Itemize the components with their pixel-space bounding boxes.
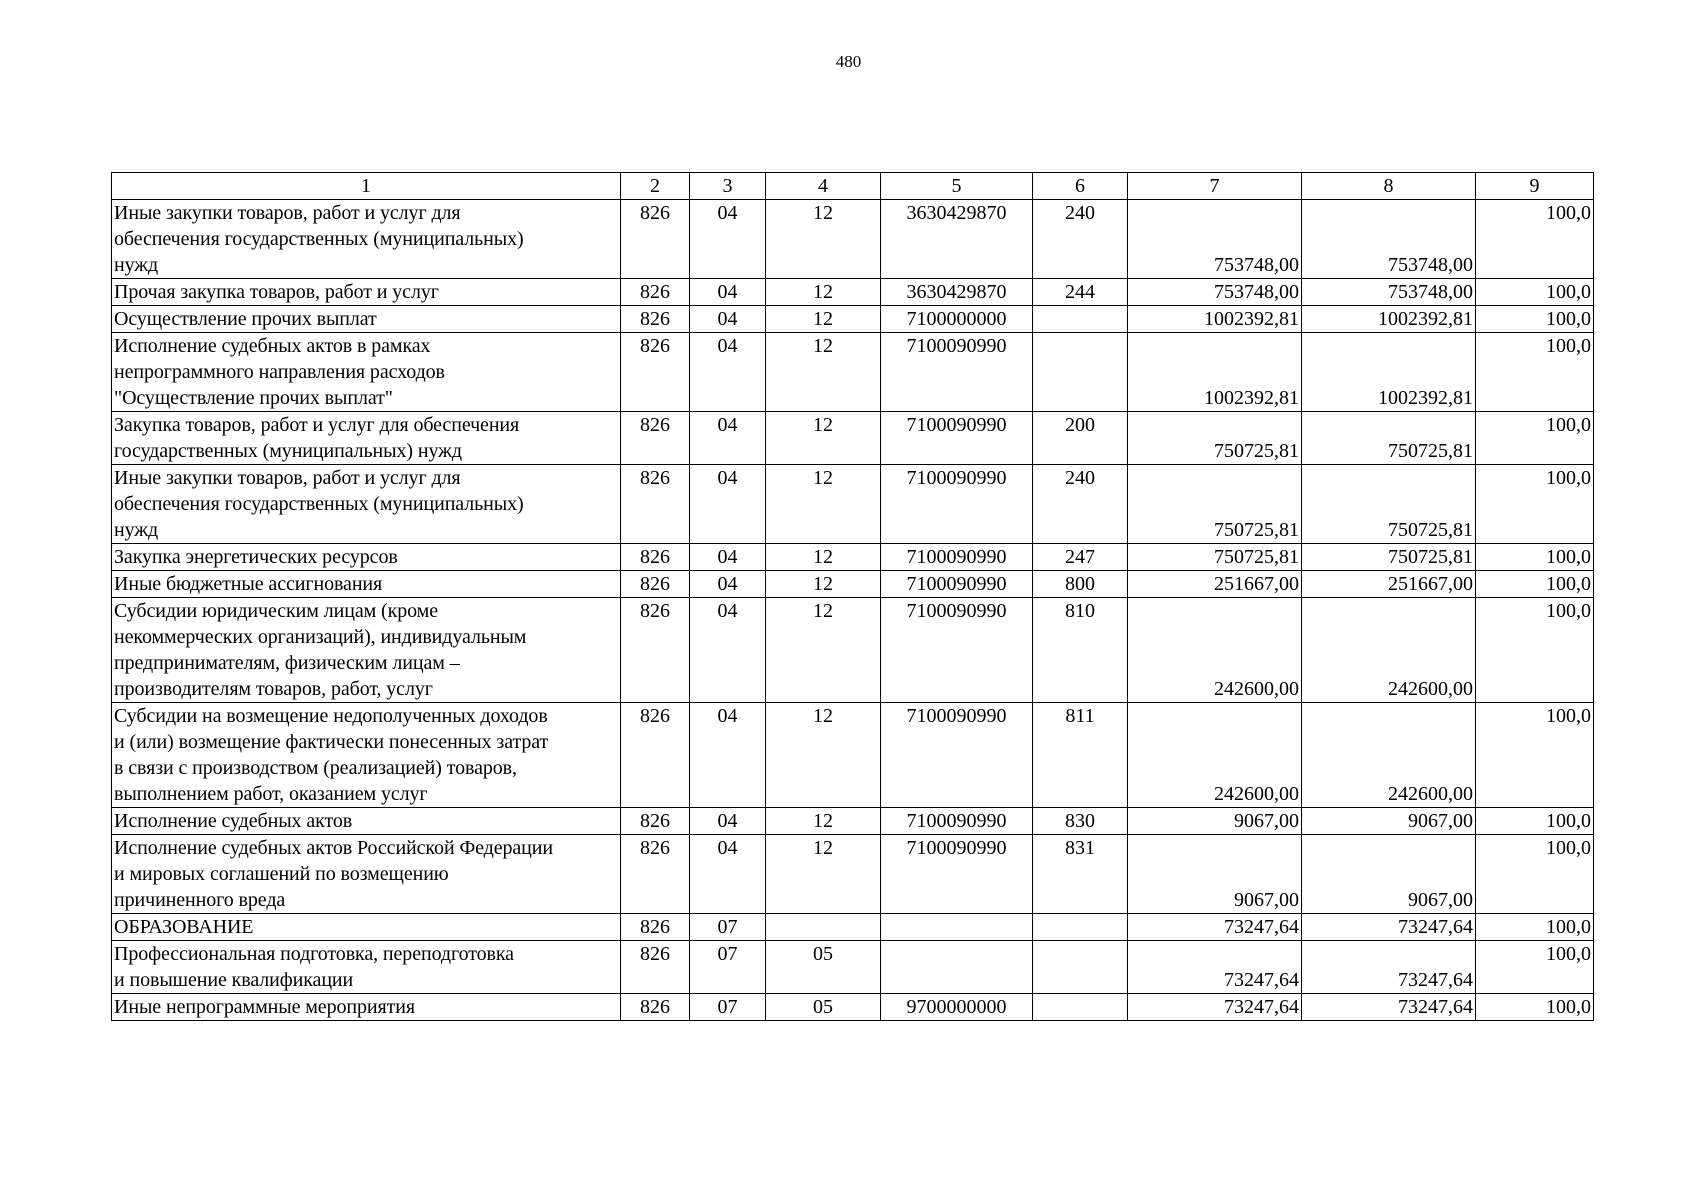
execution-percent-cell: 100,0 xyxy=(1476,703,1594,808)
ministry-code-cell: 826 xyxy=(621,412,690,465)
target-article-cell: 3630429870 xyxy=(881,279,1033,306)
column-header: 6 xyxy=(1033,173,1128,200)
target-article-cell: 7100090990 xyxy=(881,465,1033,544)
expense-name-line: Иные бюджетные ассигнования xyxy=(114,573,383,595)
expense-name-line: нужд xyxy=(114,254,159,276)
subsection-code-cell: 12 xyxy=(766,571,881,598)
expense-name-cell xyxy=(112,808,621,835)
expense-name-line: Прочая закупка товаров, работ и услуг xyxy=(114,281,439,303)
ministry-code-cell: 826 xyxy=(621,703,690,808)
table-row xyxy=(112,306,1594,333)
expense-name-line: и повышение квалификации xyxy=(114,969,354,991)
execution-percent-cell: 100,0 xyxy=(1476,200,1594,279)
expense-type-cell xyxy=(1033,941,1128,994)
table-row xyxy=(112,703,1594,808)
expense-type-cell: 810 xyxy=(1033,598,1128,703)
table-row xyxy=(112,941,1594,994)
expense-name-cell xyxy=(112,835,621,914)
section-code-cell: 04 xyxy=(690,412,766,465)
target-article-cell: 7100090990 xyxy=(881,808,1033,835)
expense-name-line: выполнением работ, оказанием услуг xyxy=(114,783,428,805)
executed-amount-cell: 73247,64 xyxy=(1302,941,1476,994)
expense-name-line: Осуществление прочих выплат xyxy=(114,308,377,330)
expense-name-line: Исполнение судебных актов xyxy=(114,810,353,832)
execution-percent-cell: 100,0 xyxy=(1476,994,1594,1021)
subsection-code-cell: 12 xyxy=(766,412,881,465)
execution-percent-cell: 100,0 xyxy=(1476,571,1594,598)
expense-name-line: Субсидии юридическим лицам (кроме xyxy=(114,600,438,622)
table-row xyxy=(112,544,1594,571)
executed-amount-cell: 750725,81 xyxy=(1302,412,1476,465)
ministry-code-cell: 826 xyxy=(621,914,690,941)
expense-name-line: Субсидии на возмещение недополученных доходов xyxy=(114,705,548,727)
expense-type-cell: 247 xyxy=(1033,544,1128,571)
target-article-cell xyxy=(881,941,1033,994)
section-code-cell: 04 xyxy=(690,279,766,306)
subsection-code-cell: 12 xyxy=(766,306,881,333)
table-row xyxy=(112,465,1594,544)
executed-amount-cell: 753748,00 xyxy=(1302,200,1476,279)
executed-amount-cell: 750725,81 xyxy=(1302,465,1476,544)
executed-amount-cell: 9067,00 xyxy=(1302,835,1476,914)
expense-type-cell: 244 xyxy=(1033,279,1128,306)
expense-name-cell xyxy=(112,200,621,279)
planned-amount-cell: 9067,00 xyxy=(1128,835,1302,914)
expense-type-cell: 240 xyxy=(1033,465,1128,544)
executed-amount-cell: 242600,00 xyxy=(1302,703,1476,808)
expense-type-cell xyxy=(1033,914,1128,941)
expense-name-line: государственных (муниципальных) нужд xyxy=(114,440,462,462)
expense-name-line: и (или) возмещение фактически понесенных затрат xyxy=(114,731,549,753)
ministry-code-cell: 826 xyxy=(621,598,690,703)
target-article-cell: 7100090990 xyxy=(881,412,1033,465)
expense-type-cell: 811 xyxy=(1033,703,1128,808)
column-header: 4 xyxy=(766,173,881,200)
ministry-code-cell: 826 xyxy=(621,333,690,412)
ministry-code-cell: 826 xyxy=(621,994,690,1021)
subsection-code-cell: 12 xyxy=(766,835,881,914)
subsection-code-cell: 12 xyxy=(766,544,881,571)
subsection-code-cell: 12 xyxy=(766,598,881,703)
executed-amount-cell: 73247,64 xyxy=(1302,994,1476,1021)
planned-amount-cell: 73247,64 xyxy=(1128,994,1302,1021)
table-row xyxy=(112,598,1594,703)
planned-amount-cell: 750725,81 xyxy=(1128,412,1302,465)
section-code-cell: 04 xyxy=(690,306,766,333)
planned-amount-cell: 1002392,81 xyxy=(1128,333,1302,412)
expense-name-line: обеспечения государственных (муниципальных) xyxy=(114,493,524,515)
section-code-cell: 04 xyxy=(690,333,766,412)
planned-amount-cell: 753748,00 xyxy=(1128,279,1302,306)
executed-amount-cell: 73247,64 xyxy=(1302,914,1476,941)
execution-percent-cell: 100,0 xyxy=(1476,544,1594,571)
expense-name-line: предпринимателям, физическим лицам – xyxy=(114,652,460,674)
expense-name-line: нужд xyxy=(114,519,159,541)
executed-amount-cell: 251667,00 xyxy=(1302,571,1476,598)
section-code-cell: 04 xyxy=(690,598,766,703)
section-code-cell: 07 xyxy=(690,994,766,1021)
ministry-code-cell: 826 xyxy=(621,571,690,598)
expense-name-line: Профессиональная подготовка, переподготовка xyxy=(114,943,514,965)
expense-name-line: ОБРАЗОВАНИЕ xyxy=(114,916,254,938)
section-code-cell: 07 xyxy=(690,914,766,941)
expense-name-cell xyxy=(112,544,621,571)
executed-amount-cell: 9067,00 xyxy=(1302,808,1476,835)
planned-amount-cell: 9067,00 xyxy=(1128,808,1302,835)
execution-percent-cell: 100,0 xyxy=(1476,412,1594,465)
execution-percent-cell: 100,0 xyxy=(1476,941,1594,994)
executed-amount-cell: 1002392,81 xyxy=(1302,333,1476,412)
planned-amount-cell: 251667,00 xyxy=(1128,571,1302,598)
executed-amount-cell: 1002392,81 xyxy=(1302,306,1476,333)
column-header: 2 xyxy=(621,173,690,200)
ministry-code-cell: 826 xyxy=(621,544,690,571)
expense-type-cell xyxy=(1033,994,1128,1021)
expense-name-cell xyxy=(112,279,621,306)
target-article-cell: 7100090990 xyxy=(881,333,1033,412)
execution-percent-cell: 100,0 xyxy=(1476,914,1594,941)
subsection-code-cell: 12 xyxy=(766,279,881,306)
expense-type-cell: 830 xyxy=(1033,808,1128,835)
target-article-cell: 3630429870 xyxy=(881,200,1033,279)
column-header: 3 xyxy=(690,173,766,200)
expense-name-line: Закупка энергетических ресурсов xyxy=(114,546,398,568)
expense-name-line: Исполнение судебных актов в рамках xyxy=(114,335,431,357)
subsection-code-cell: 12 xyxy=(766,703,881,808)
expense-name-cell xyxy=(112,571,621,598)
target-article-cell xyxy=(881,914,1033,941)
ministry-code-cell: 826 xyxy=(621,835,690,914)
expense-name-line: Иные закупки товаров, работ и услуг для xyxy=(114,202,461,224)
expense-name-cell xyxy=(112,412,621,465)
planned-amount-cell: 750725,81 xyxy=(1128,544,1302,571)
expense-type-cell: 800 xyxy=(1033,571,1128,598)
subsection-code-cell: 12 xyxy=(766,200,881,279)
subsection-code-cell: 05 xyxy=(766,994,881,1021)
subsection-code-cell: 12 xyxy=(766,465,881,544)
table-row xyxy=(112,412,1594,465)
section-code-cell: 04 xyxy=(690,835,766,914)
table-row xyxy=(112,994,1594,1021)
expense-name-line: производителям товаров, работ, услуг xyxy=(114,678,433,700)
planned-amount-cell: 753748,00 xyxy=(1128,200,1302,279)
executed-amount-cell: 750725,81 xyxy=(1302,544,1476,571)
section-code-cell: 07 xyxy=(690,941,766,994)
expense-type-cell: 200 xyxy=(1033,412,1128,465)
expense-name-cell xyxy=(112,994,621,1021)
section-code-cell: 04 xyxy=(690,200,766,279)
column-header: 7 xyxy=(1128,173,1302,200)
expense-type-cell xyxy=(1033,333,1128,412)
execution-percent-cell: 100,0 xyxy=(1476,306,1594,333)
column-header: 9 xyxy=(1476,173,1594,200)
expense-name-line: Иные закупки товаров, работ и услуг для xyxy=(114,467,461,489)
expense-name-cell xyxy=(112,914,621,941)
execution-percent-cell: 100,0 xyxy=(1476,279,1594,306)
subsection-code-cell xyxy=(766,914,881,941)
target-article-cell: 7100090990 xyxy=(881,703,1033,808)
execution-percent-cell: 100,0 xyxy=(1476,465,1594,544)
planned-amount-cell: 1002392,81 xyxy=(1128,306,1302,333)
subsection-code-cell: 05 xyxy=(766,941,881,994)
ministry-code-cell: 826 xyxy=(621,941,690,994)
ministry-code-cell: 826 xyxy=(621,808,690,835)
table-row xyxy=(112,914,1594,941)
execution-percent-cell: 100,0 xyxy=(1476,808,1594,835)
execution-percent-cell: 100,0 xyxy=(1476,598,1594,703)
column-header: 8 xyxy=(1302,173,1476,200)
expense-name-cell xyxy=(112,333,621,412)
expense-name-line: Исполнение судебных актов Российской Федерации xyxy=(114,837,553,859)
target-article-cell: 7100000000 xyxy=(881,306,1033,333)
execution-percent-cell: 100,0 xyxy=(1476,835,1594,914)
expense-name-line: обеспечения государственных (муниципальных) xyxy=(114,228,524,250)
executed-amount-cell: 242600,00 xyxy=(1302,598,1476,703)
executed-amount-cell: 753748,00 xyxy=(1302,279,1476,306)
section-code-cell: 04 xyxy=(690,808,766,835)
section-code-cell: 04 xyxy=(690,544,766,571)
table-row xyxy=(112,279,1594,306)
section-code-cell: 04 xyxy=(690,465,766,544)
planned-amount-cell: 73247,64 xyxy=(1128,914,1302,941)
budget-table xyxy=(111,172,1594,1021)
expense-name-line: непрограммного направления расходов xyxy=(114,361,445,383)
target-article-cell: 7100090990 xyxy=(881,544,1033,571)
expense-type-cell: 240 xyxy=(1033,200,1128,279)
expense-name-cell xyxy=(112,941,621,994)
expense-name-line: и мировых соглашений по возмещению xyxy=(114,863,449,885)
execution-percent-cell: 100,0 xyxy=(1476,333,1594,412)
expense-name-line: причиненного вреда xyxy=(114,889,286,911)
ministry-code-cell: 826 xyxy=(621,279,690,306)
section-code-cell: 04 xyxy=(690,703,766,808)
target-article-cell: 9700000000 xyxy=(881,994,1033,1021)
section-code-cell: 04 xyxy=(690,571,766,598)
planned-amount-cell: 73247,64 xyxy=(1128,941,1302,994)
table-row xyxy=(112,200,1594,279)
table-row xyxy=(112,808,1594,835)
expense-name-cell xyxy=(112,703,621,808)
table-row xyxy=(112,333,1594,412)
ministry-code-cell: 826 xyxy=(621,465,690,544)
ministry-code-cell: 826 xyxy=(621,306,690,333)
expense-name-line: "Осуществление прочих выплат" xyxy=(114,387,393,409)
column-header: 5 xyxy=(881,173,1033,200)
planned-amount-cell: 750725,81 xyxy=(1128,465,1302,544)
target-article-cell: 7100090990 xyxy=(881,571,1033,598)
expense-name-cell xyxy=(112,598,621,703)
planned-amount-cell: 242600,00 xyxy=(1128,598,1302,703)
target-article-cell: 7100090990 xyxy=(881,835,1033,914)
subsection-code-cell: 12 xyxy=(766,808,881,835)
table-row xyxy=(112,571,1594,598)
table-row xyxy=(112,835,1594,914)
expense-name-line: Закупка товаров, работ и услуг для обеспечения xyxy=(114,414,520,436)
expense-name-line: Иные непрограммные мероприятия xyxy=(114,996,415,1018)
target-article-cell: 7100090990 xyxy=(881,598,1033,703)
column-header: 1 xyxy=(112,173,621,200)
expense-type-cell xyxy=(1033,306,1128,333)
expense-type-cell: 831 xyxy=(1033,835,1128,914)
ministry-code-cell: 826 xyxy=(621,200,690,279)
page-number: 480 xyxy=(835,52,862,71)
subsection-code-cell: 12 xyxy=(766,333,881,412)
column-number-row xyxy=(112,173,1594,200)
expense-name-cell xyxy=(112,465,621,544)
expense-name-cell xyxy=(112,306,621,333)
planned-amount-cell: 242600,00 xyxy=(1128,703,1302,808)
expense-name-line: некоммерческих организаций), индивидуальным xyxy=(114,626,527,648)
expense-name-line: в связи с производством (реализацией) товаров, xyxy=(114,757,517,779)
